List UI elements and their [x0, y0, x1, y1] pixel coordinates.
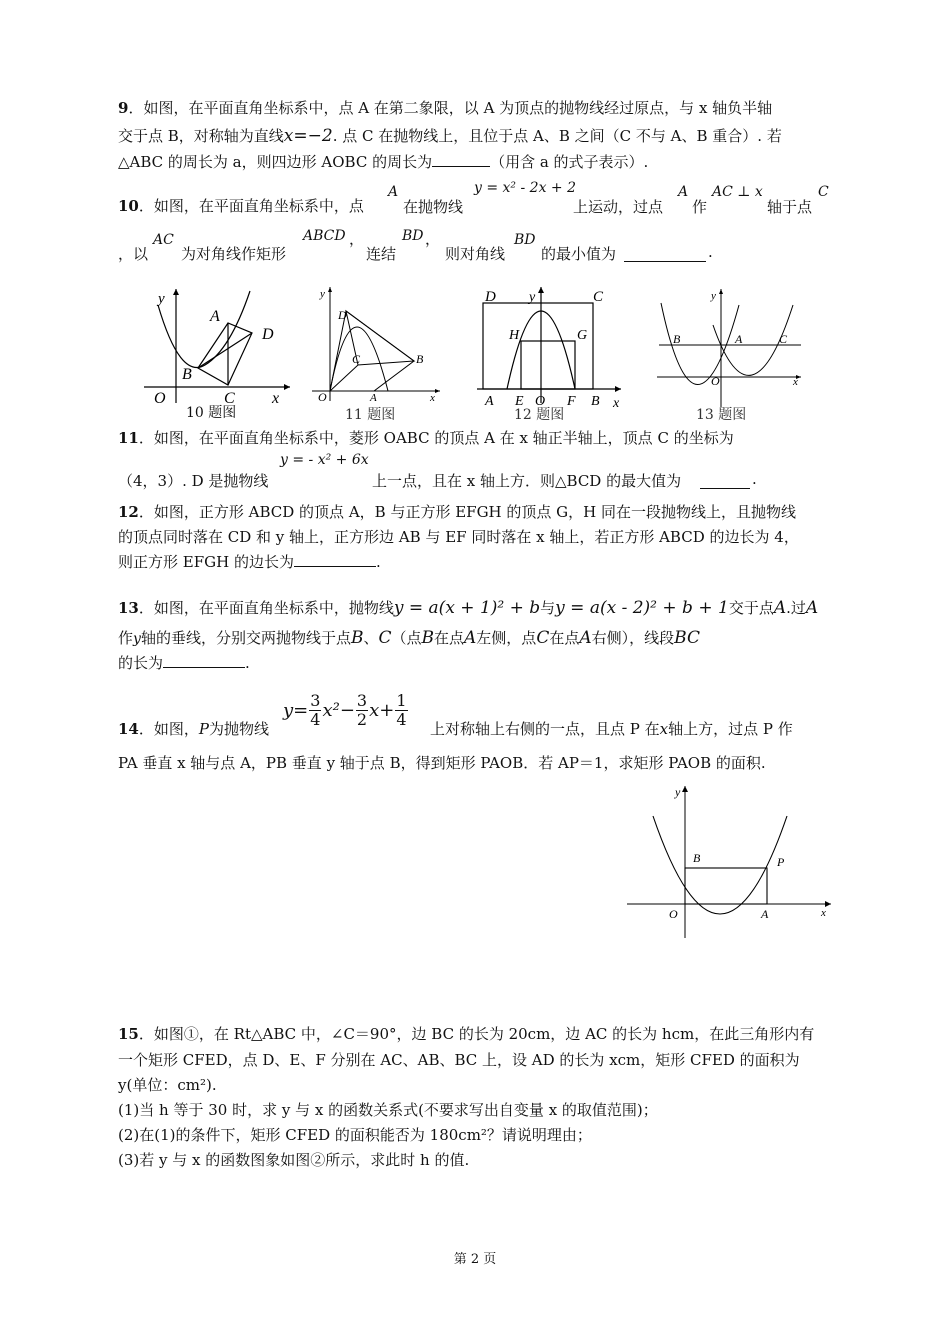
figure-q13 [655, 285, 805, 410]
svg-text:O: O [318, 390, 327, 404]
svg-text:O: O [669, 907, 678, 921]
q14-text-1d: 轴上方，过点 P 作 [668, 720, 793, 738]
q15-text-3: y(单位：cm²). [118, 1076, 217, 1094]
q10-text-zejiao: 则对角线 [445, 245, 506, 263]
svg-text:O: O [535, 394, 546, 408]
caption-q10: 10 题图 [186, 405, 237, 421]
svg-text:A: A [485, 394, 494, 408]
q13-point-b-2: B [421, 628, 434, 648]
q10-text-lianjie: 连结 [366, 245, 397, 263]
q12-line1 [118, 502, 796, 522]
svg-text:F: F [567, 394, 576, 408]
q13-text-1a: ．如图，在平面直角坐标系中，抛物线 [138, 599, 394, 617]
svg-text:x: x [272, 390, 280, 407]
q14-eq-xp: x+ [369, 699, 395, 721]
q11-parabola-equation: y = - x² + 6x [280, 452, 369, 468]
svg-text:A: A [210, 308, 220, 325]
q14-line2 [118, 753, 766, 773]
q14-eq-y: y= [283, 699, 309, 721]
q13-text-2b: 轴的垂线，分别交两抛物线于点 [140, 629, 351, 647]
svg-text:B: B [591, 394, 600, 408]
q14-text-1-suffix [430, 718, 793, 739]
svg-text:P: P [777, 855, 785, 869]
svg-text:C: C [224, 390, 235, 407]
q9-axis-equation: x=−2 [283, 126, 333, 146]
svg-text:y: y [529, 290, 536, 305]
q13-point-c: C [378, 628, 392, 648]
figure-q12 [475, 283, 625, 408]
q10-bd-2: BD [514, 232, 536, 248]
q13-bc: BC [674, 628, 700, 648]
svg-text:C: C [352, 352, 361, 366]
q13-dun: 、 [363, 629, 379, 647]
svg-text:D: D [485, 289, 496, 305]
q15-part3-text: (3)若 y 与 x 的函数图象如图②所示，求此时 h 的值. [118, 1151, 470, 1169]
svg-text:C: C [779, 332, 788, 346]
q12-answer-blank[interactable] [294, 552, 376, 567]
q14-eq-x2: x²− [322, 699, 355, 721]
q12-text-3a: 则正方形 EFGH 的边长为 [118, 553, 294, 571]
q9-text-2a: 交于点 B，对称轴为直线 [118, 127, 284, 145]
svg-text:y: y [675, 785, 681, 799]
page-number: 第 2 页 [453, 1252, 497, 1267]
q11-text-2b: 上一点，且在 x 轴上方．则△BCD 的最大值为 [372, 472, 682, 490]
q13-point-a-2: A [805, 598, 819, 618]
q13-text-guo: .过 [786, 599, 806, 617]
q11-end: . [752, 470, 757, 488]
q9-text-2b: . 点 C 在抛物线上，且位于点 A、B 之间（C 不与 A、B 重合）. 若 [332, 127, 782, 145]
q10-ac: AC [153, 232, 174, 248]
q10-bd: BD [402, 228, 424, 244]
q12-text-1: ．如图，正方形 ABCD 的顶点 A，B 与正方形 EFGH 的顶点 G，H 同在一段抛物线上，且抛物线 [138, 503, 796, 521]
svg-text:A: A [370, 392, 377, 404]
q14-frac-1-num: 3 [310, 690, 321, 710]
q14-frac-3 [395, 692, 407, 729]
q12-number: 12 [118, 503, 139, 521]
q9-line3 [118, 152, 648, 172]
q12-line2 [118, 527, 799, 547]
svg-text:O: O [711, 374, 720, 388]
q10-answer-blank[interactable] [624, 247, 706, 262]
q10-point-a-2: A [678, 184, 689, 200]
figure-q10 [140, 285, 300, 415]
q9-line1 [118, 98, 772, 118]
svg-text:G: G [577, 328, 588, 343]
q14-frac-2-num: 3 [356, 690, 368, 710]
q14-parabola-equation [283, 688, 409, 732]
q14-text-1c: 上对称轴上右侧的一点，且点 P 在 [430, 720, 660, 738]
q13-line1 [118, 598, 818, 618]
q14-frac-3-den: 4 [396, 709, 407, 729]
caption-q13: 13 题图 [696, 407, 747, 423]
q10-number: 10 [118, 197, 139, 215]
q10-parabola-equation: y = x² - 2x + 2 [474, 180, 577, 196]
q14-frac-1 [309, 692, 321, 729]
q15-line2 [118, 1050, 800, 1070]
q10-text-2b: 为对角线作矩形 [181, 245, 287, 263]
q11-text-1: ．如图，在平面直角坐标系中，菱形 OABC 的顶点 A 在 x 轴正半轴上，顶点 C 的坐标为 [138, 429, 734, 447]
q10-text-zuo: 作 [692, 198, 708, 216]
q15-text-1: ．如图①，在 Rt△ABC 中，∠C＝90°，边 BC 的长为 20cm，边 AC 的长为 hcm，在此三角形内有 [138, 1025, 815, 1043]
q13-zaidian-2: 在点 [549, 629, 580, 647]
caption-q11: 11 题图 [345, 407, 396, 423]
q12-text-2: 的顶点同时落在 CD 和 y 轴上，正方形边 AB 与 EF 同时落在 x 轴上，若正方形 ABCD 的边长为 4， [118, 528, 799, 546]
q13-point-a: A [773, 598, 787, 618]
q13-line2 [118, 628, 700, 649]
caption-q12: 12 题图 [514, 407, 565, 423]
q13-point-c-2: C [536, 628, 550, 648]
q10-text-1: ．如图，在平面直角坐标系中，点 [138, 197, 364, 215]
q13-point-b: B [350, 628, 364, 648]
q13-point-a-4: A [579, 628, 592, 648]
svg-text:x: x [613, 396, 620, 408]
q13-zaidian: 在点 [434, 629, 465, 647]
q13-text-1b: 交于点 [728, 599, 774, 617]
svg-text:A: A [735, 332, 743, 346]
q14-x: x [659, 720, 669, 738]
q10-abcd: ABCD [303, 228, 346, 244]
q10-text-2a: ，以 [118, 245, 149, 263]
q10-point-a: A [388, 184, 399, 200]
q13-y: y [133, 631, 141, 647]
svg-text:H: H [509, 328, 520, 343]
q10-text-zhouyu: 轴于点 [767, 198, 813, 216]
svg-text:E: E [515, 394, 524, 408]
figure-q11 [310, 283, 445, 408]
svg-text:C: C [593, 289, 604, 305]
q9-text-3a: △ABC 的周长为 a，则四边形 AOBC 的周长为 [118, 153, 433, 171]
q14-number: 14 [118, 720, 139, 738]
svg-text:B: B [182, 366, 192, 383]
q13-youce: 右侧），线段 [591, 629, 675, 647]
q9-answer-blank[interactable] [432, 152, 490, 167]
q13-equation-2: y = a(x - 2)² + b + 1 [555, 598, 729, 618]
q12-text-3b: . [375, 553, 381, 571]
q13-point-a-3: A [464, 628, 477, 648]
svg-text:y: y [158, 291, 165, 307]
svg-text:y: y [711, 290, 716, 302]
q14-text-2: PA 垂直 x 轴与点 A，PB 垂直 y 轴于点 B，得到矩形 PAOB．若 AP＝1，求矩形 PAOB 的面积. [118, 754, 766, 772]
q15-part3 [118, 1150, 469, 1170]
q14-frac-2-den: 2 [356, 709, 368, 729]
q13-line3 [118, 653, 250, 673]
q15-text-2: 一个矩形 CFED，点 D、E、F 分别在 AC、AB、BC 上，设 AD 的长为 xcm，矩形 CFED 的面积为 [118, 1051, 800, 1069]
q15-part1-text: (1)当 h 等于 30 时，求 y 与 x 的函数关系式(不要求写出自变量 x 的取值范围)； [118, 1101, 658, 1119]
q10-text-zai: 在抛物线 [403, 198, 464, 216]
svg-text:A: A [761, 907, 769, 921]
q10-text-yundong: 上运动，过点 [573, 198, 664, 216]
q14-frac-3-num: 1 [396, 690, 407, 710]
q10-text-zuixiao: 的最小值为 [541, 245, 617, 263]
q13-number: 13 [118, 599, 139, 617]
q13-text-2c: （点 [391, 629, 422, 647]
q9-text-3b: （用含 a 的式子表示）. [490, 153, 649, 171]
q10-line1 [118, 196, 364, 216]
q13-text-3a: 的长为 [118, 654, 164, 672]
q10-end: . [708, 243, 713, 261]
q11-line1 [118, 428, 734, 448]
q10-comma: ， [349, 230, 365, 248]
q13-text-2a: 作 [118, 629, 134, 647]
q14-text-1b: 为抛物线 [208, 720, 269, 738]
q13-equation-1: y = a(x + 1)² + b [393, 598, 541, 618]
q9-text-1: ．如图，在平面直角坐标系中，点 A 在第二象限，以 A 为顶点的抛物线经过原点，与 x 轴负半轴 [128, 99, 773, 117]
q13-zuoce: 左侧，点 [476, 629, 537, 647]
svg-text:D: D [338, 308, 347, 322]
q13-text-yu: 与 [540, 599, 556, 617]
q14-text-1-prefix [118, 718, 269, 739]
svg-text:x: x [793, 376, 798, 388]
q15-part1 [118, 1100, 658, 1120]
q15-part2-text: (2)在(1)的条件下，矩形 CFED 的面积能否为 180cm²？请说明理由； [118, 1126, 592, 1144]
q10-ac-perp: AC ⊥ x [712, 184, 763, 200]
svg-text:B: B [693, 851, 701, 865]
svg-text:B: B [416, 352, 424, 366]
svg-text:D: D [262, 326, 274, 343]
q15-part2 [118, 1125, 592, 1145]
q9-line2 [118, 126, 782, 146]
q15-number: 15 [118, 1025, 139, 1043]
q10-point-c: C [818, 184, 829, 200]
q10-comma-2: ， [425, 230, 441, 248]
q14-frac-1-den: 4 [310, 709, 321, 729]
q9-number: 9 [118, 99, 129, 117]
q13-answer-blank[interactable] [163, 653, 245, 668]
q14-frac-2 [356, 692, 368, 729]
q13-text-3b: . [245, 654, 250, 672]
q11-text-2a: （4，3）. D 是抛物线 [118, 472, 269, 490]
figure-q14 [625, 782, 840, 942]
svg-text:x: x [821, 907, 826, 919]
q14-text-1a: ．如图， [138, 720, 199, 738]
q11-answer-blank[interactable] [700, 474, 750, 489]
q11-number: 11 [118, 429, 139, 447]
svg-text:y: y [320, 288, 325, 300]
q12-line3 [118, 552, 381, 572]
q14-point-p: P [198, 720, 209, 738]
svg-text:x: x [430, 392, 435, 404]
q15-line1 [118, 1024, 814, 1044]
svg-text:B: B [673, 332, 681, 346]
svg-text:O: O [154, 390, 166, 407]
q15-line3 [118, 1075, 217, 1095]
